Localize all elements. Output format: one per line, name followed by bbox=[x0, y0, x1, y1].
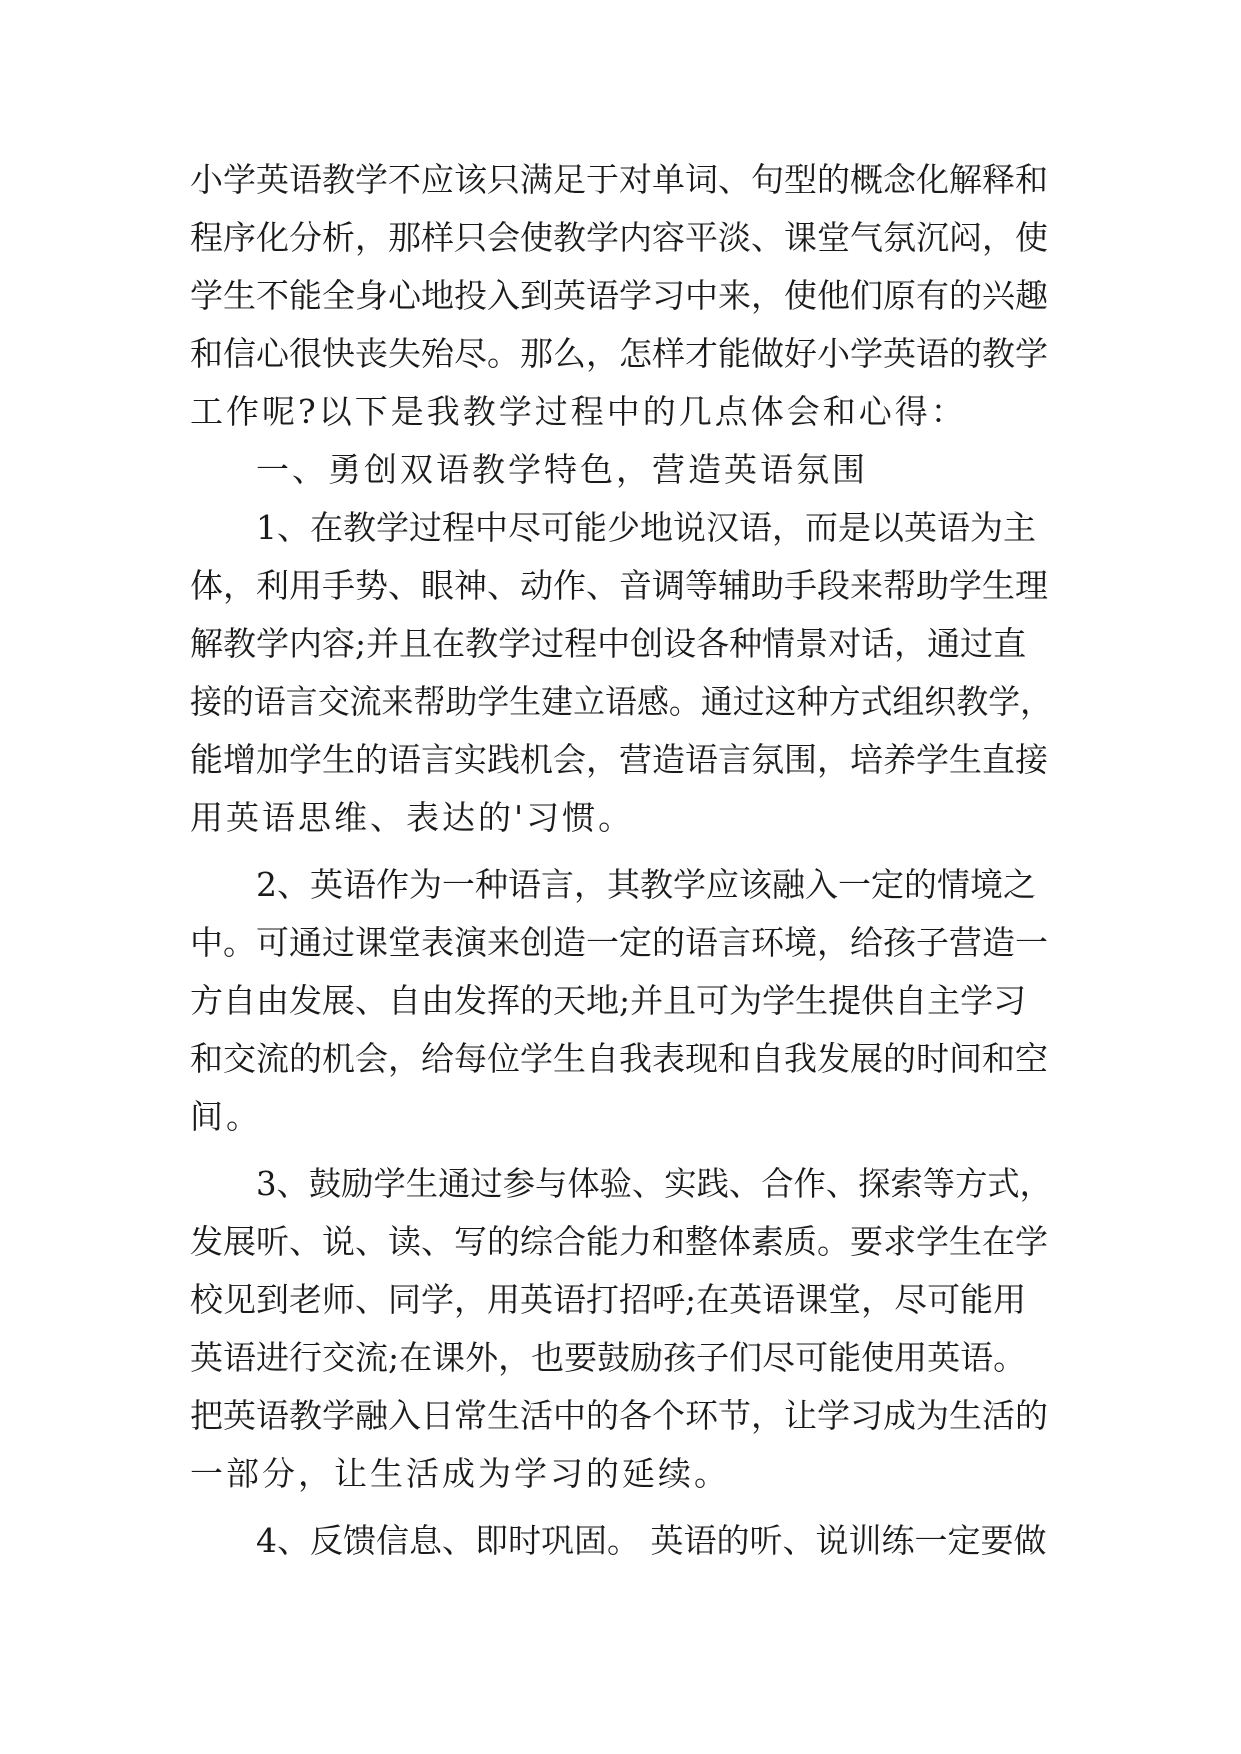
paragraph-line: 1、在教学过程中尽可能少地说汉语，而是以英语为主 bbox=[256, 508, 1036, 547]
paragraph-line: 工作呢?以下是我教学过程中的几点体会和心得： bbox=[190, 392, 967, 431]
paragraph-line: 和信心很快丧失殆尽。那么，怎样才能做好小学英语的教学 bbox=[190, 334, 1048, 373]
paragraph-line: 用英语思维、表达的'习惯。 bbox=[190, 798, 635, 837]
paragraph-line: 发展听、说、读、写的综合能力和整体素质。要求学生在学 bbox=[190, 1222, 1048, 1261]
section-heading: 一、勇创双语教学特色，营造英语氛围 bbox=[256, 450, 868, 489]
paragraph-line: 2、英语作为一种语言，其教学应该融入一定的情境之 bbox=[256, 865, 1036, 904]
paragraph-line: 4、反馈信息、即时巩固。 英语的听、说训练一定要做 bbox=[256, 1521, 1047, 1560]
paragraph-line: 把英语教学融入日常生活中的各个环节，让学习成为生活的 bbox=[190, 1396, 1048, 1435]
paragraph-line: 方自由发展、自由发挥的天地;并且可为学生提供自主学习 bbox=[190, 981, 1027, 1020]
paragraph-line: 一部分，让生活成为学习的延续。 bbox=[190, 1454, 730, 1493]
paragraph-line: 英语进行交流;在课外，也要鼓励孩子们尽可能使用英语。 bbox=[190, 1338, 1027, 1377]
paragraph-line: 学生不能全身心地投入到英语学习中来，使他们原有的兴趣 bbox=[190, 276, 1048, 315]
paragraph-line: 间。 bbox=[190, 1097, 262, 1136]
paragraph-line: 体，利用手势、眼神、动作、音调等辅助手段来帮助学生理 bbox=[190, 566, 1048, 605]
paragraph-line: 接的语言交流来帮助学生建立语感。通过这种方式组织教学， bbox=[190, 682, 1052, 721]
paragraph-line: 解教学内容;并且在教学过程中创设各种情景对话，通过直 bbox=[190, 624, 1027, 663]
paragraph-line: 校见到老师、同学，用英语打招呼;在英语课堂，尽可能用 bbox=[190, 1280, 1027, 1319]
paragraph-line: 3、鼓励学生通过参与体验、实践、合作、探索等方式， bbox=[256, 1164, 1052, 1203]
paragraph-line: 和交流的机会，给每位学生自我表现和自我发展的时间和空 bbox=[190, 1039, 1048, 1078]
paragraph-line: 小学英语教学不应该只满足于对单词、句型的概念化解释和 bbox=[190, 160, 1048, 199]
paragraph-line: 中。可通过课堂表演来创造一定的语言环境，给孩子营造一 bbox=[190, 923, 1048, 962]
paragraph-line: 程序化分析，那样只会使教学内容平淡、课堂气氛沉闷，使 bbox=[190, 218, 1048, 257]
paragraph-line: 能增加学生的语言实践机会，营造语言氛围，培养学生直接 bbox=[190, 740, 1048, 779]
